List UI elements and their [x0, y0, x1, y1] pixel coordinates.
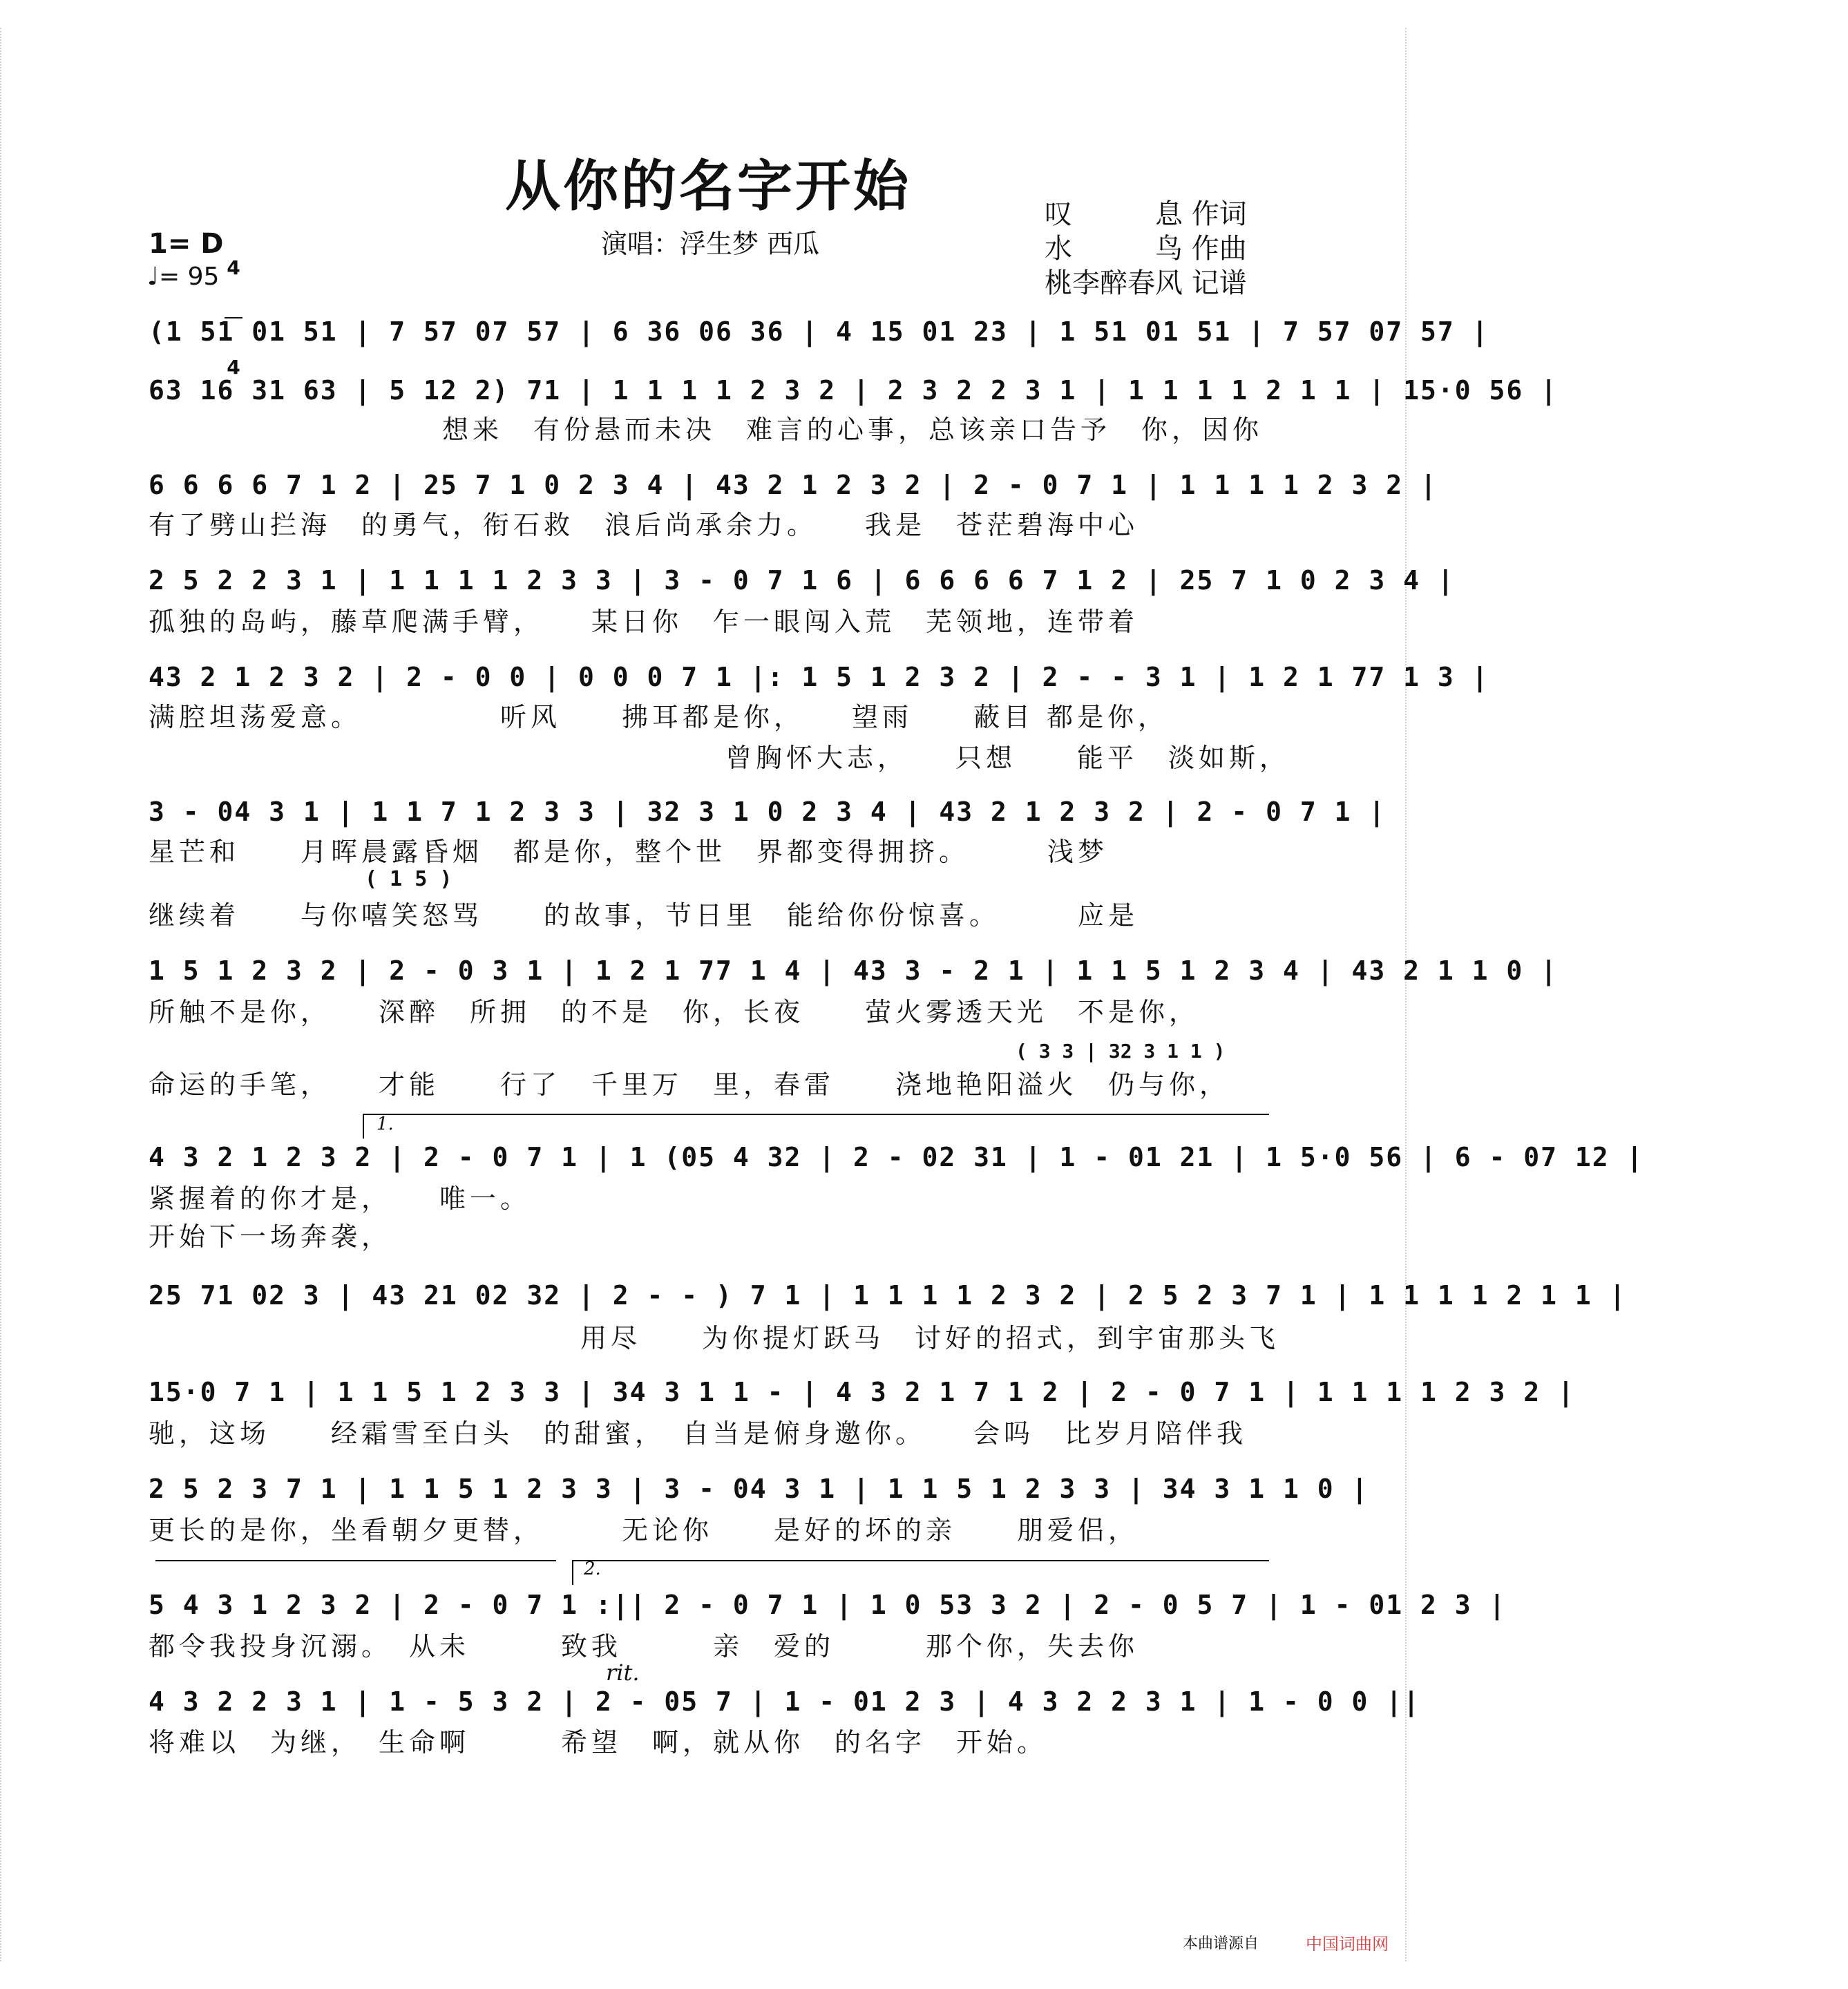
- time-signature-top: 4: [227, 256, 240, 279]
- lyric-line-13: 驰，这场 经霜雪至白头 的甜蜜， 自当是俯身邀你。 会吗 比岁月陪伴我: [149, 1418, 1248, 1449]
- lyric-line-15: 都令我投身沉溺。 从未 致我 亲 爱的 那个你，失去你: [149, 1631, 1139, 1662]
- notation-line-5: 43 2 1 2 3 2 | 2 - 0 0 | 0 0 0 7 1 |: 1 5 1 2 3 2 | 2 - - 3 1 | 1 2 1 77 1 3 |: [149, 662, 1489, 692]
- volta-first-tick: [363, 1114, 364, 1139]
- volta-second-tick: [572, 1560, 573, 1585]
- notation-line-2: 63 16 31 63 | 5 12 2) 71 | 1 1 1 1 2 3 2 | 2 3 2 2 3 1 | 1 1 1 1 2 1 1 | 15·0 56 |: [149, 375, 1558, 406]
- notation-line-1: (1 51 01 51 | 7 57 07 57 | 6 36 06 36 | 4 15 01 23 | 1 51 01 51 | 7 57 07 57 |: [149, 316, 1489, 347]
- time-signature: [225, 220, 242, 397]
- composer-credit: 水 鸟 作曲: [1045, 233, 1247, 265]
- key-signature: 1= D: [149, 228, 224, 260]
- lyric-line-10: 紧握着的你才是， 唯一。: [149, 1183, 531, 1214]
- notation-line-11: 2 5 2 3 7 1 | 1 1 5 1 2 3 3 | 3 - 04 3 1 | 1 1 5 1 2 3 3 | 34 3 1 1 0 |: [149, 1474, 1369, 1504]
- lyric-line-11: 开始下一场奔袭，: [149, 1221, 392, 1252]
- left-watermark-edge: [0, 28, 11, 1961]
- tempo-marking: ♩= 95: [147, 263, 220, 291]
- notation-line-4: 2 5 2 2 3 1 | 1 1 1 1 2 3 3 | 3 - 0 7 1 6 | 6 6 6 6 7 1 2 | 25 7 1 0 2 3 4 |: [149, 565, 1455, 596]
- singer-credit: 演唱：浮生梦 西瓜: [601, 229, 820, 259]
- repeat-overline: [155, 1560, 556, 1561]
- lyric-line-2: 有了劈山拦海 的勇气，衔石救 浪后尚承余力。 我是 苍茫碧海中心: [149, 510, 1139, 540]
- lyric-line-5: 曾胸怀大志， 只想 能平 淡如斯，: [725, 743, 1290, 773]
- lyric-line-6: 星芒和 月晖晨露昏烟 都是你，整个世 界都变得拥挤。 浅梦: [149, 837, 1109, 867]
- notation-line-8: 4 3 2 1 2 3 2 | 2 - 0 7 1 | 1 (05 4 32 | 2 - 02 31 | 1 - 01 21 | 1 5·0 56 | 6 - 07 12 |: [149, 1142, 1644, 1172]
- notation-line-3: 6 6 6 6 7 1 2 | 25 7 1 0 2 3 4 | 43 2 1 2 3 2 | 2 - 0 7 1 | 1 1 1 1 2 3 2 |: [149, 470, 1438, 500]
- lyric-line-4: 满腔坦荡爱意。 听风 拂耳都是你， 望雨 蔽目 都是你，: [149, 702, 1169, 732]
- site-link[interactable]: 中国词曲网: [1306, 1934, 1389, 1954]
- lyric-line-3: 孤独的岛屿，藤草爬满手臂， 某日你 乍一眼闯入荒 芜领地，连带着: [149, 607, 1139, 637]
- alt-notes-line-8: ( 3 3 | 32 3 1 1 ): [1016, 1040, 1226, 1063]
- ritardando-marking: rit.: [606, 1659, 640, 1686]
- notation-line-9: 25 71 02 3 | 43 21 02 32 | 2 - - ) 7 1 | 1 1 1 1 2 3 2 | 2 5 2 3 7 1 | 1 1 1 1 2 1 1 |: [149, 1280, 1627, 1311]
- lyric-line-14: 更长的是你，坐看朝夕更替， 无论你 是好的坏的亲 朋爱侣，: [149, 1515, 1139, 1545]
- volta-first-line: [363, 1114, 1269, 1115]
- alt-notes-line-6: ( 1 5 ): [365, 867, 453, 891]
- notation-line-12: 5 4 3 1 2 3 2 | 2 - 0 7 1 :|| 2 - 0 7 1 | 1 0 53 3 2 | 2 - 0 5 7 | 1 - 01 2 3 |: [149, 1590, 1507, 1620]
- lyric-line-9: 命运的手笔， 才能 行了 千里万 里，春雷 浇地艳阳溢火 仍与你，: [149, 1069, 1230, 1100]
- song-title: 从你的名字开始: [505, 153, 911, 218]
- notation-line-6: 3 - 04 3 1 | 1 1 7 1 2 3 3 | 32 3 1 0 2 3 4 | 43 2 1 2 3 2 | 2 - 0 7 1 |: [149, 797, 1387, 827]
- lyric-line-8: 所触不是你， 深醉 所拥 的不是 你，长夜 萤火雾透天光 不是你，: [149, 997, 1200, 1027]
- lyric-line-12: 用尽 为你提灯跃马 讨好的招式，到宇宙那头飞: [580, 1323, 1280, 1353]
- volta-second-line: [572, 1560, 1269, 1561]
- volta-second-label: 2.: [584, 1559, 601, 1579]
- lyric-line-1: 想来 有份悬而未决 难言的心事，总该亲口告予 你，因你: [442, 415, 1264, 445]
- source-label: 本曲谱源自: [1183, 1935, 1259, 1952]
- notation-line-13: 4 3 2 2 3 1 | 1 - 5 3 2 | 2 - 05 7 | 1 - 01 2 3 | 4 3 2 2 3 1 | 1 - 0 0 ||: [149, 1686, 1420, 1717]
- time-signature-bottom: 4: [227, 356, 240, 379]
- lyric-line-16: 将难以 为继， 生命啊 希望 啊，就从你 的名字 开始。: [149, 1727, 1048, 1758]
- notation-line-10: 15·0 7 1 | 1 1 5 1 2 3 3 | 34 3 1 1 - | 4 3 2 1 7 1 2 | 2 - 0 7 1 | 1 1 1 1 2 3 2 |: [149, 1377, 1575, 1407]
- volta-first-label: 1.: [377, 1114, 394, 1134]
- lyricist-credit: 叹 息 作词: [1045, 198, 1247, 230]
- notation-line-7: 1 5 1 2 3 2 | 2 - 0 3 1 | 1 2 1 77 1 4 | 43 3 - 2 1 | 1 1 5 1 2 3 4 | 43 2 1 1 0 |: [149, 955, 1558, 986]
- lyric-line-7: 继续着 与你嘻笑怒骂 的故事，节日里 能给你份惊喜。 应是: [149, 900, 1139, 931]
- transcriber-credit: 桃李醉春风 记谱: [1045, 267, 1247, 299]
